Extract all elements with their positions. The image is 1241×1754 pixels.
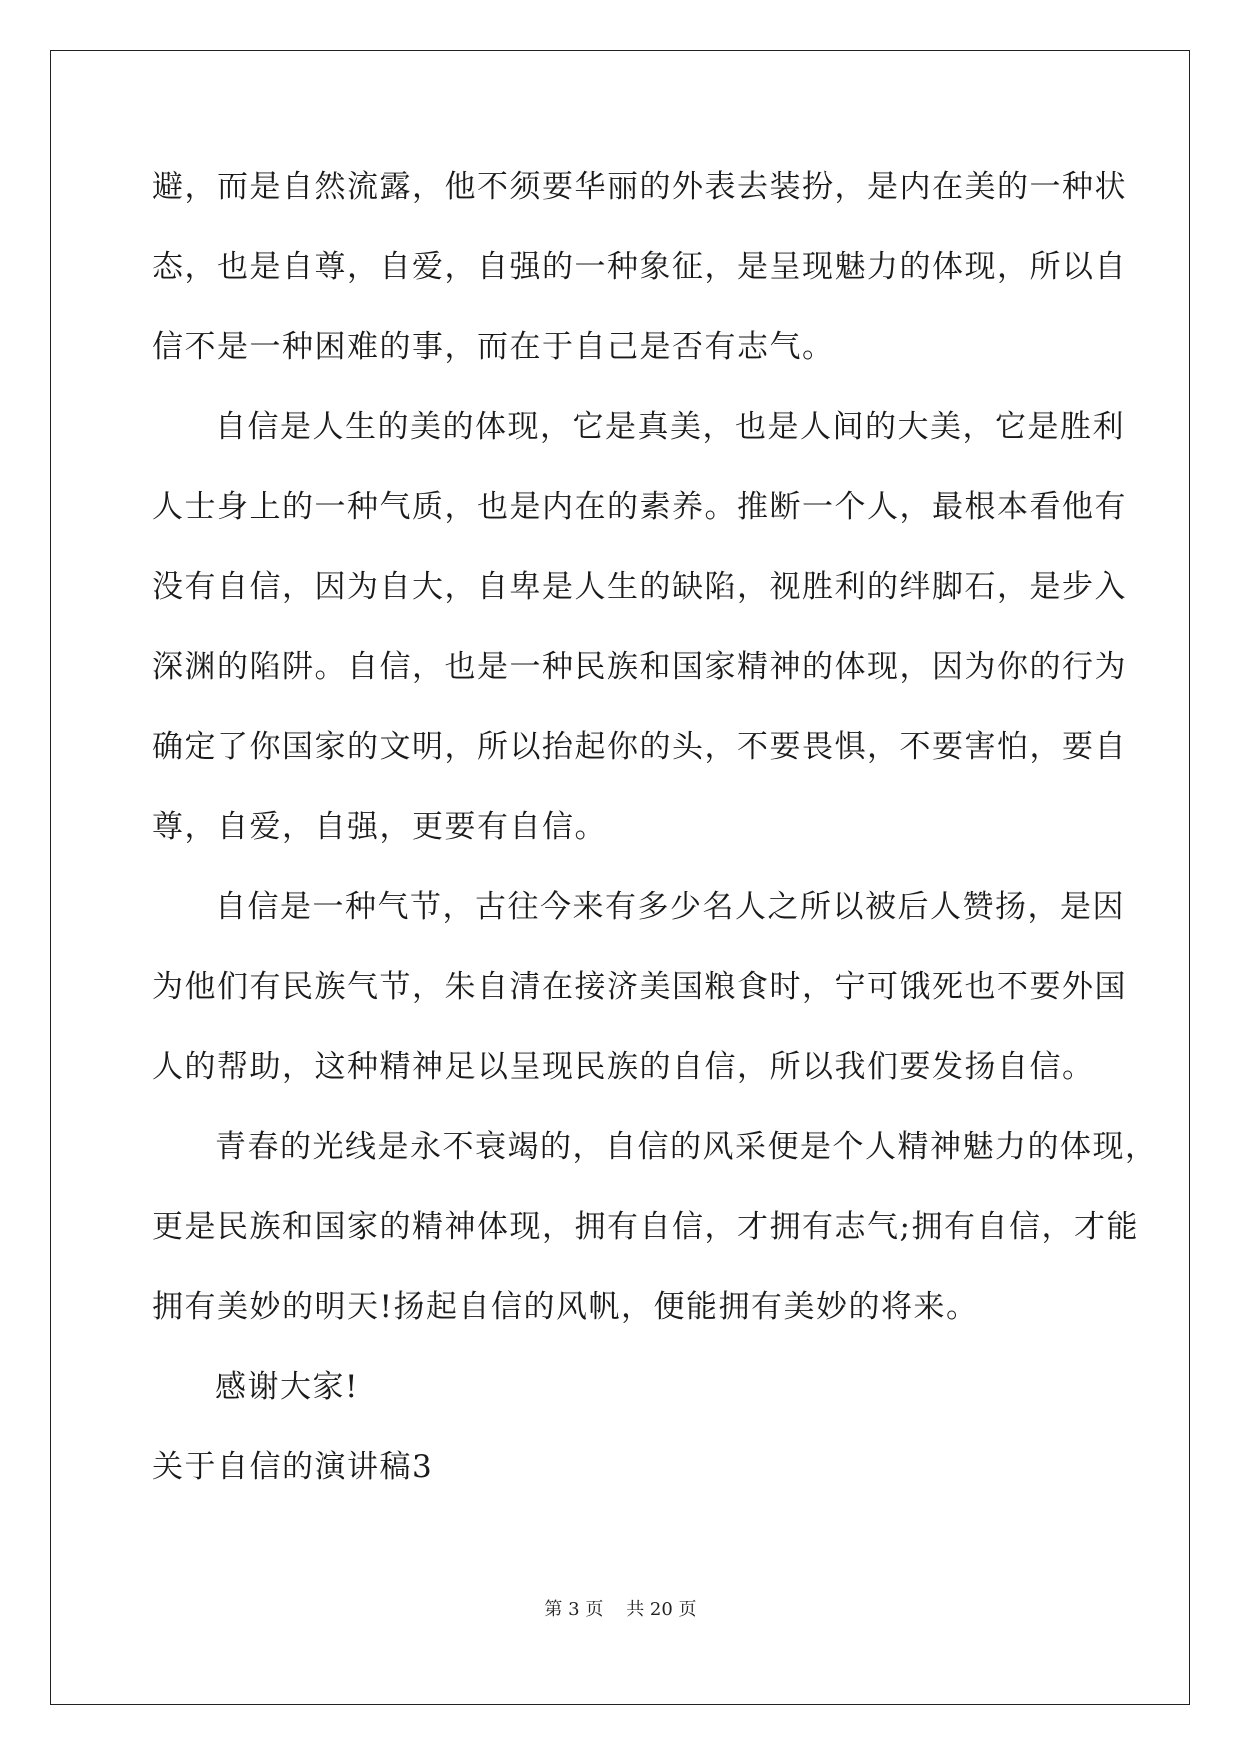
closing-thanks: 感谢大家!	[215, 1369, 359, 1405]
document-body	[152, 162, 1158, 1522]
text-line: 为他们有民族气节，朱自清在接济美国粮食时，宁可饿死也不要外国	[152, 969, 1127, 1005]
text-line: 尊，自爱，自强，更要有自信。	[152, 809, 607, 845]
text-line: 深渊的陷阱。自信，也是一种民族和国家精神的体现，因为你的行为	[152, 649, 1127, 685]
text-line: 拥有美妙的明天!扬起自信的风帆，便能拥有美妙的将来。	[152, 1289, 979, 1325]
section-heading: 关于自信的演讲稿3	[152, 1449, 434, 1485]
text-line: 信不是一种困难的事，而在于自己是否有志气。	[152, 329, 835, 365]
paragraph-start-line: 自信是人生的美的体现，它是真美，也是人间的大美，它是胜利	[215, 409, 1125, 445]
text-line: 人的帮助，这种精神足以呈现民族的自信，所以我们要发扬自信。	[152, 1049, 1095, 1085]
text-line: 避，而是自然流露，他不须要华丽的外表去装扮，是内在美的一种状	[152, 169, 1127, 205]
text-line: 确定了你国家的文明，所以抬起你的头，不要畏惧，不要害怕，要自	[152, 729, 1127, 765]
paragraph-start-line: 青春的光线是永不衰竭的，自信的风采便是个人精神魅力的体现，	[215, 1129, 1158, 1165]
text-line: 更是民族和国家的精神体现，拥有自信，才拥有志气;拥有自信，才能	[152, 1209, 1139, 1245]
text-line: 人士身上的一种气质，也是内在的素养。推断一个人，最根本看他有	[152, 489, 1127, 525]
page-number-footer: 第 3 页 共 20 页	[544, 1599, 697, 1620]
text-line: 态，也是自尊，自爱，自强的一种象征，是呈现魅力的体现，所以自	[152, 249, 1127, 285]
text-line: 没有自信，因为自大，自卑是人生的缺陷，视胜利的绊脚石，是步入	[152, 569, 1127, 605]
paragraph-start-line: 自信是一种气节，古往今来有多少名人之所以被后人赞扬，是因	[215, 889, 1125, 925]
